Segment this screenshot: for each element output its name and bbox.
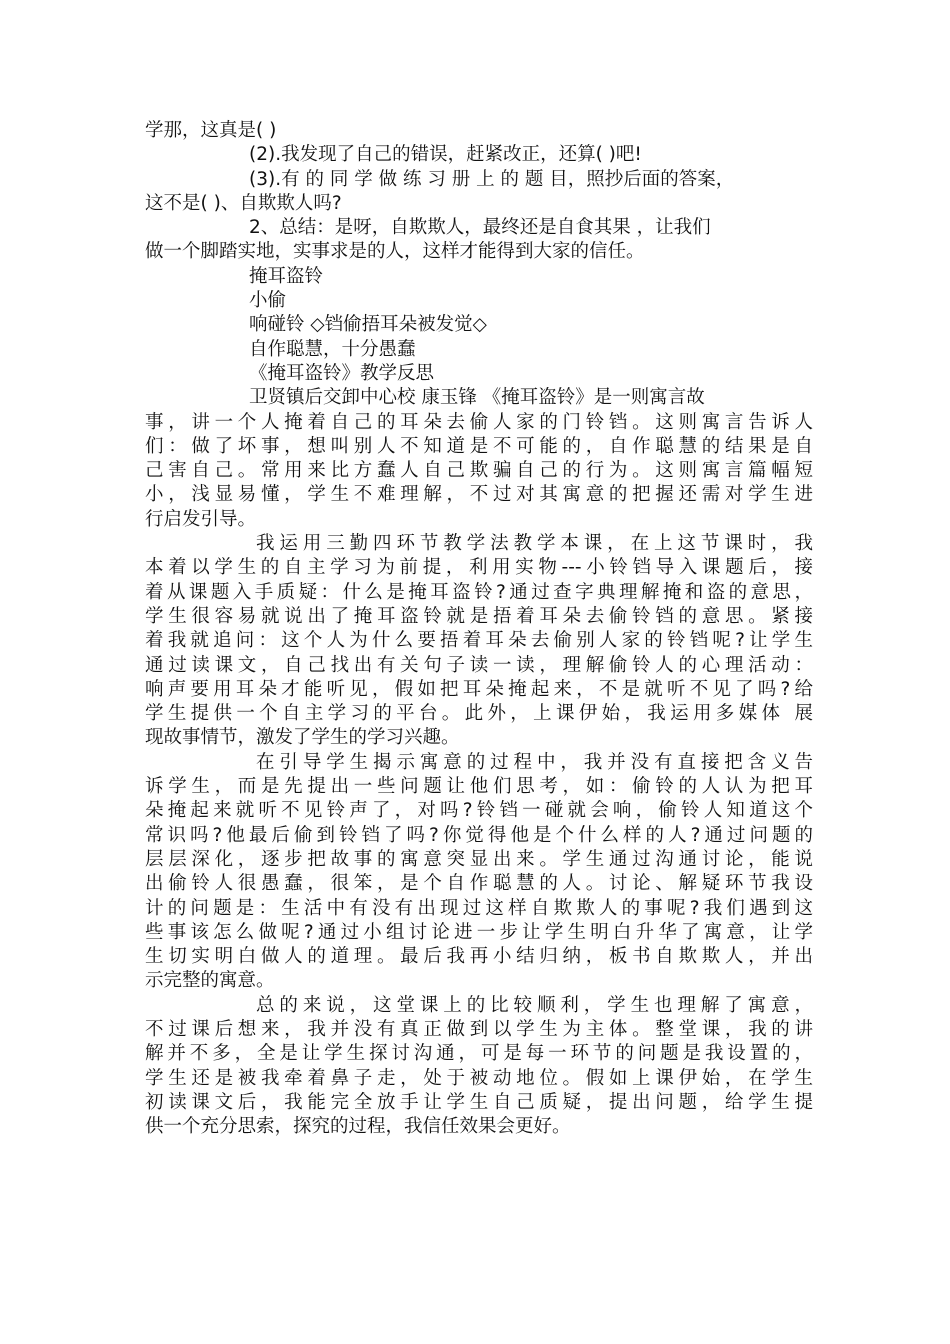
- text-line: 卫贤镇后交卸中心校 康玉锋 《掩耳盗铃》是一则寓言故: [249, 387, 705, 409]
- text-line: 我运用三勤四环节教学法教学本课，在上这节课时，我: [256, 533, 813, 555]
- document-body: [145, 119, 813, 1139]
- text-line: 们：做了坏事，想叫别人不知道是不可能的，自作聪慧的结果是自: [145, 435, 813, 457]
- text-line: 初读课文后，我能完全放手让学生自己质疑，提出问题，给学生提: [145, 1091, 813, 1113]
- text-line: 己害自己。常用来比方蠢人自己欺骗自己的行为。这则寓言篇幅短: [145, 460, 813, 482]
- text-line: 2、总结：是呀，自欺欺人，最终还是自食其果 ，让我们: [249, 217, 711, 239]
- text-line: 不过课后想来，我并没有真正做到以学生为主体。整堂课，我的讲: [145, 1018, 813, 1040]
- text-line: 响声要用耳朵才能听见，假如把耳朵掩起来，不是就听不见了吗?给: [145, 678, 813, 700]
- text-line: 小偷: [249, 290, 287, 312]
- text-line: 这不是( )、自欺欺人吗?: [145, 192, 342, 214]
- text-line: 解并不多，全是让学生探讨沟通，可是每一环节的问题是我设置的，: [145, 1043, 813, 1065]
- text-line: 本着以学生的自主学习为前提，利用实物---小铃铛导入课题后，接: [145, 557, 813, 579]
- text-line: 行启发引导。: [145, 508, 257, 530]
- text-line: 学那，这真是( ): [145, 120, 277, 141]
- text-line: 自作聪慧，十分愚蠢: [249, 338, 416, 360]
- text-line: (2).我发现了自己的错误，赶紧改正，还算( )吧!: [249, 144, 642, 166]
- text-line: 学生提供一个自主学习的平台。此外，上课伊始，我运用多媒体 展: [145, 703, 813, 725]
- text-line: 现故事情节，激发了学生的学习兴趣。: [145, 727, 460, 749]
- text-line: 生切实明白做人的道理。最后我再小结归纳，板书自欺欺人，并出: [145, 946, 813, 968]
- text-line: 学生很容易就说出了掩耳盗铃就是捂着耳朵去偷铃铛的意思。紧接: [145, 605, 813, 627]
- text-line: 朵掩起来就听不见铃声了，对吗?铃铛一碰就会响，偷铃人知道这个: [145, 800, 813, 822]
- text-line: 着我就追问：这个人为什么要捂着耳朵去偷别人家的铃铛呢?让学生: [145, 630, 813, 652]
- text-line: 常识吗?他最后偷到铃铛了吗?你觉得他是个什么样的人?通过问题的: [145, 824, 813, 846]
- text-line: 学生还是被我牵着鼻子走，处于被动地位。假如上课伊始，在学生: [145, 1067, 813, 1089]
- text-line: 出偷铃人很愚蠢，很笨，是个自作聪慧的人。讨论、解疑环节我设: [145, 873, 813, 895]
- text-line: 通过读课文，自己找出有关句子读一读，理解偷铃人的心理活动：: [145, 654, 813, 676]
- text-line: 计的问题是：生活中有没有出现过这样自欺欺人的事呢?我们遇到这: [145, 897, 813, 919]
- text-line: 供一个充分思索，探究的过程，我信任效果会更好。: [145, 1116, 571, 1138]
- text-line: 《掩耳盗铃》教学反思: [249, 362, 435, 384]
- text-line: 响碰铃 ◇铛偷捂耳朵被发觉◇: [249, 314, 487, 336]
- text-line: 层层深化，逐步把故事的寓意突显出来。学生通过沟通讨论，能说: [145, 848, 813, 870]
- text-line: 示完整的寓意。: [145, 970, 275, 992]
- text-line: 总的来说，这堂课上的比较顺利，学生也理解了寓意，: [256, 994, 813, 1016]
- text-line: 些事该怎么做呢?通过小组讨论进一步让学生明白升华了寓意，让学: [145, 921, 813, 943]
- text-line: (3).有 的 同 学 做 练 习 册 上 的 题 目，照抄后面的答案，: [249, 168, 735, 190]
- text-line: 着从课题入手质疑：什么是掩耳盗铃?通过查字典理解掩和盗的意思，: [145, 581, 813, 603]
- text-line: 在引导学生揭示寓意的过程中，我并没有直接把含义告: [256, 751, 813, 773]
- text-line: 小，浅显易懂，学生不难理解，不过对其寓意的把握还需对学生进: [145, 484, 813, 506]
- text-line: 诉学生，而是先提出一些问题让他们思考，如：偷铃的人认为把耳: [145, 776, 813, 798]
- text-line: 事，讲一个人掩着自己的耳朵去偷人家的门铃铛。这则寓言告诉人: [145, 411, 813, 433]
- text-line: 掩耳盗铃: [249, 265, 324, 287]
- text-line: 做一个脚踏实地，实事求是的人，这样才能得到大家的信任。: [145, 241, 645, 263]
